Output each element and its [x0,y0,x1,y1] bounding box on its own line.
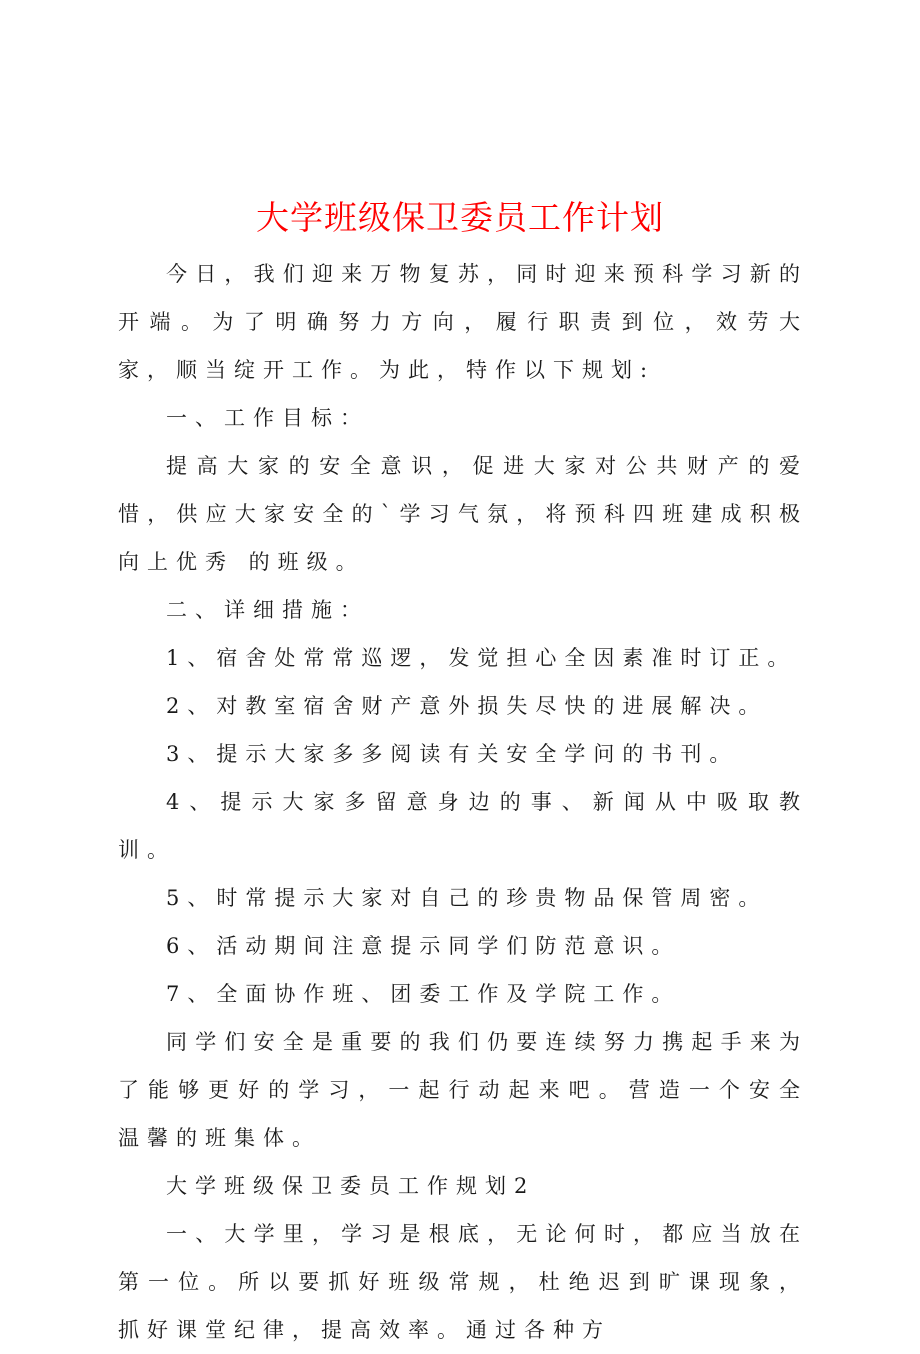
section-heading-goals: 一、工作目标： [166,406,369,430]
measure-item-1: 1、宿舍处常常巡逻，发觉担心全因素准时订正。 [166,646,797,670]
intro-paragraph: 今日，我们迎来万物复苏，同时迎来预科学习新的开端。为了明确努力方向，履行职责到位，效劳大家，顺当绽开工作。为此，特作以下规划: [118,262,808,382]
section-heading-measures: 二、详细措施： [166,598,369,622]
measure-item-3: 3、提示大家多多阅读有关安全学问的书刊。 [166,742,739,766]
second-plan-heading: 大学班级保卫委员工作规划2 [166,1174,536,1198]
closing-paragraph: 同学们安全是重要的我们仍要连续努力携起手来为了能够更好的学习，一起行动起来吧。营造一个安全温馨的班集体。 [118,1030,808,1150]
measure-item-7: 7、全面协作班、团委工作及学院工作。 [166,982,681,1006]
second-plan-paragraph-1: 一、大学里，学习是根底，无论何时，都应当放在第一位。所以要抓好班级常规，杜绝迟到旷课现象，抓好课堂纪律，提高效率。通过各种方 [118,1222,808,1342]
document-title: 大学班级保卫委员工作计划 [256,198,664,237]
measure-item-6: 6、活动期间注意提示同学们防范意识。 [166,934,681,958]
measure-item-4: 4、提示大家多留意身边的事、新闻从中吸取教训。 [118,790,808,862]
measure-item-5: 5、时常提示大家对自己的珍贵物品保管周密。 [166,886,768,910]
goals-paragraph: 提高大家的安全意识，促进大家对公共财产的爱惜，供应大家安全的`学习气氛，将预科四班建成积极向上优秀 的班级。 [118,454,808,574]
document-body [118,250,808,1354]
measure-item-2: 2、对教室宿舍财产意外损失尽快的进展解决。 [166,694,768,718]
